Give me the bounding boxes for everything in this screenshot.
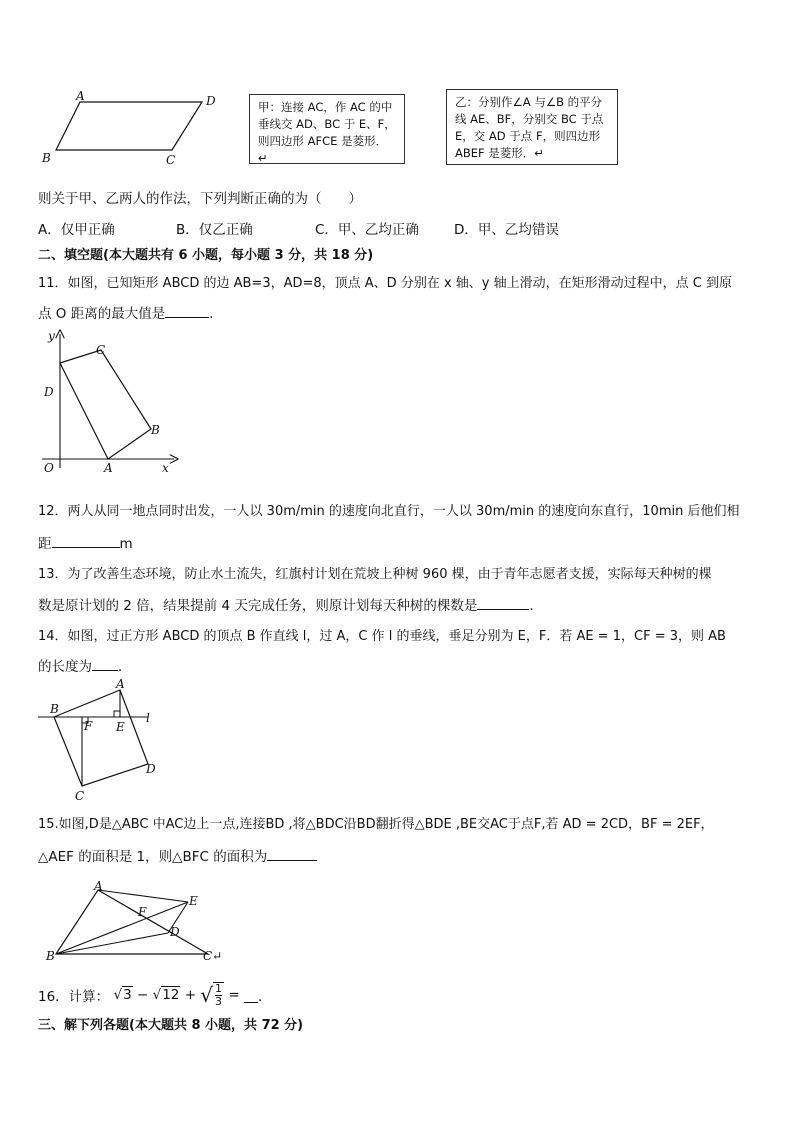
q15-line2-text: △AEF 的面积是 1，则△BFC 的面积为 [38,849,268,865]
q13-answer-blank [477,595,529,610]
point-label-c: C [96,343,106,357]
q13-line1: 13．为了改善生态环境，防止水土流失，红旗村计划在荒坡上种树 960 棵，由于青年志愿者支援，实际每天种树的棵 [38,567,712,582]
q14-line2-end: ． [118,659,132,675]
sqrt-sign-icon: √ [200,983,214,1007]
q12-line2-text: 距 [38,536,52,552]
method-jia-box [249,94,405,164]
q11-answer-blank [165,303,209,318]
point-label-a: A [104,461,113,475]
equals-sign: = [228,987,240,1003]
point-label-b: B [46,949,55,963]
minus-sign: − [136,987,149,1003]
q10-option-c: C．甲、乙均正确 [315,222,419,238]
q14-line2 [38,655,132,675]
q15-line1: 15.如图,D是△ABC 中AC边上一点,连接BD ,将△BDC沿BD翻折得△BDE ,BE交AC于点F,若 AD = 2CD，BF = 2EF， [38,817,714,832]
q10-option-b: B．仅乙正确 [176,222,253,238]
point-label-d: D [44,385,54,399]
method-jia-line3: 则四边形 AFCE 是菱形．↵ [258,134,388,165]
plus-sign: + [184,987,196,1003]
axis-label-y: y [48,329,55,343]
q15-figure [40,880,230,966]
q15-line2 [38,845,317,865]
q12-line1: 12．两人从同一地点同时出发，一人以 30m/min 的速度向北直行，一人以 30m/min 的速度向东直行，10min 后他们相 [38,504,740,519]
radicand-12: 12 [162,987,180,1003]
q12-answer-blank [52,533,120,548]
sqrt-sign-icon: √ [152,987,162,1003]
q13-line2-text: 数是原计划的 2 倍，结果提前 4 天完成任务，则原计划每天种树的棵数是 [38,598,478,614]
method-jia-line1: 甲：连接 AC，作 AC 的中 [258,100,393,114]
q11-line2-end: ． [209,306,223,322]
point-label-e: E [116,720,125,734]
point-label-f: F [84,719,93,733]
method-yi-line2: 线 AE、BF，分别交 BC 于点 [455,112,604,126]
method-yi-line4: ABEF 是菱形．↵ [455,146,544,160]
q10-option-d: D．甲、乙均错误 [454,222,559,238]
q11-figure [38,328,188,478]
point-label-b: B [151,423,160,437]
sqrt-12-expression [153,987,181,1003]
line-label-l: l [146,711,150,725]
q11-line2-text: 点 O 距离的最大值是 [38,306,166,322]
point-label-c: C↵ [203,949,223,963]
axis-label-x: x [162,461,169,475]
point-label-a: A [76,89,85,103]
section2-heading: 二、填空题(本大题共有 6 小题，每小题 3 分，共 18 分) [38,248,374,263]
q11-line1: 11．如图，已知矩形 ABCD 的边 AB=3，AD=8，顶点 A、D 分别在 x 轴、y 轴上滑动，在矩形滑动过程中，点 C 到原 [38,276,732,291]
point-label-a: A [94,880,103,893]
q13-line2-end: . [529,598,534,614]
q16-prefix: 16．计算： [38,989,110,1005]
q16-answer-blank [244,988,258,1003]
fraction-denominator: 3 [215,995,223,1008]
q14-answer-blank [92,656,118,671]
point-label-a: A [116,678,125,691]
point-label-e: E [189,894,198,908]
method-yi-line3: E，交 AD 于点 F，则四边形 [455,129,601,143]
q14-line2-text: 的长度为 [38,659,92,675]
q13-line2 [38,594,534,614]
sqrt-fraction-expression [200,982,224,1008]
point-label-c: C [166,153,176,167]
method-yi-box [446,89,618,165]
method-jia-line2: 垂线交 AD、BC 于 E、F， [258,117,396,131]
method-yi-line1: 乙：分别作∠A 与∠B 的平分 [455,95,603,109]
q15-answer-blank [267,846,317,861]
sqrt-3-expression [113,987,132,1003]
q10-stem: 则关于甲、乙两人的作法，下列判断正确的为（ ） [38,191,362,207]
sqrt-sign-icon: √ [113,987,123,1003]
q12-line2-end: m [119,536,133,552]
q14-line1: 14．如图，过正方形 ABCD 的顶点 B 作直线 l，过 A，C 作 l 的垂线，垂足分别为 E，F．若 AE = 1，CF = 3，则 AB [38,629,726,644]
q12-line2 [38,532,133,552]
q16-end: ． [257,989,272,1005]
q16-line [38,982,271,1012]
radicand-3: 3 [123,987,132,1003]
point-label-f: F [138,905,147,919]
point-label-d: D [206,94,216,108]
point-label-c: C [75,789,85,803]
point-label-b: B [42,151,51,165]
q11-line2 [38,302,223,322]
point-label-b: B [50,702,59,716]
fraction-numerator: 1 [215,982,223,995]
section3-heading: 三、解下列各题(本大题共 8 小题，共 72 分) [38,1018,304,1033]
point-label-d: D [170,925,180,939]
point-label-d: D [146,762,156,776]
origin-label-o: O [44,461,54,475]
fraction [213,982,224,1008]
q10-option-a: A．仅甲正确 [38,222,115,238]
q14-figure [38,678,168,804]
parallelogram-figure [40,88,230,168]
